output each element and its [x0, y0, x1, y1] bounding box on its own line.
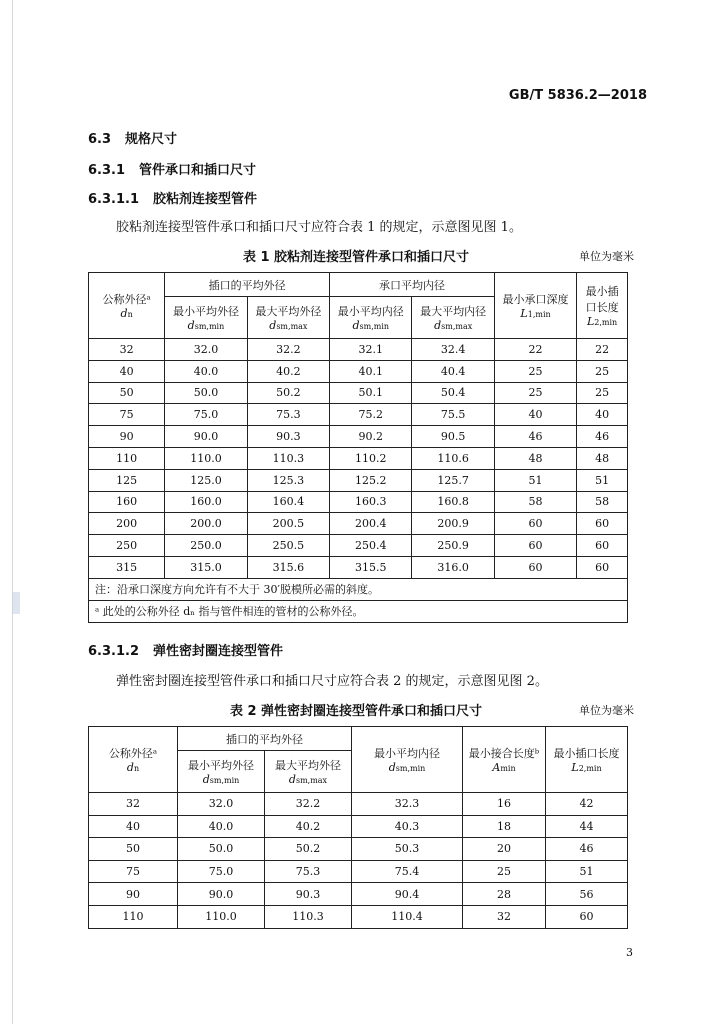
table-cell: 32.4	[412, 339, 494, 361]
table-2	[88, 726, 628, 929]
table-cell: 160.8	[412, 491, 494, 513]
table-cell: 25	[577, 360, 628, 382]
table-cell: 60	[577, 556, 628, 578]
t1-note-2: ᵃ 此处的公称外径 dₙ 指与管件相连的管材的公称外径。	[89, 600, 628, 622]
heading-6-3-1-1: 6.3.1.1 胶粘剂连接型管件	[88, 192, 258, 207]
table-cell: 125	[89, 469, 165, 491]
table-cell: 160.3	[330, 491, 412, 513]
t1-h-min-depth: 最小承口深度 L1,min	[494, 273, 576, 339]
table-cell: 110	[89, 447, 165, 469]
table-row	[89, 815, 628, 838]
table-cell: 315.0	[165, 556, 247, 578]
t2-h-nominal: 公称外径ᵃ dn	[89, 727, 178, 793]
table-cell: 32.3	[352, 793, 463, 816]
table-row	[89, 491, 628, 513]
table-row	[89, 905, 628, 928]
table-cell: 125.0	[165, 469, 247, 491]
table-cell: 90.4	[352, 883, 463, 906]
table-cell: 160.4	[247, 491, 329, 513]
table-cell: 40.3	[352, 815, 463, 838]
table-cell: 51	[494, 469, 576, 491]
table-cell: 40.0	[165, 360, 247, 382]
table-cell: 110	[89, 905, 178, 928]
table-cell: 60	[577, 513, 628, 535]
table-cell: 90.3	[247, 426, 329, 448]
paragraph-1: 胶粘剂连接型管件承口和插口尺寸应符合表 1 的规定，示意图见图 1。	[116, 220, 522, 235]
table-cell: 40.2	[265, 815, 352, 838]
table-cell: 48	[494, 447, 576, 469]
table-cell: 90.3	[265, 883, 352, 906]
t1-h-min-od: 最小平均外径 dsm,min	[165, 297, 247, 339]
t2-h-spigot-group: 插口的平均外径	[178, 727, 352, 751]
table-cell: 51	[546, 860, 628, 883]
table-cell: 32.0	[165, 339, 247, 361]
table-cell: 125.7	[412, 469, 494, 491]
table-cell: 250.0	[165, 535, 247, 557]
scan-mark	[12, 592, 20, 614]
table-row	[89, 404, 628, 426]
table-cell: 46	[494, 426, 576, 448]
t1-h-nominal: 公称外径ᵃ dn	[89, 273, 165, 339]
table-cell: 40	[89, 815, 178, 838]
table2-caption: 表 2 弹性密封圈连接型管件承口和插口尺寸	[229, 704, 483, 719]
t2-h-min-id: 最小平均内径 dsm,min	[352, 727, 463, 793]
table1-body	[89, 339, 628, 579]
table-1	[88, 272, 628, 623]
table-cell: 44	[546, 815, 628, 838]
table-row	[89, 382, 628, 404]
table-cell: 40.2	[247, 360, 329, 382]
table-cell: 32.2	[265, 793, 352, 816]
table-cell: 110.2	[330, 447, 412, 469]
table-cell: 50.2	[247, 382, 329, 404]
paragraph-2: 弹性密封圈连接型管件承口和插口尺寸应符合表 2 的规定，示意图见图 2。	[116, 674, 548, 689]
table-row	[89, 860, 628, 883]
table-cell: 200.4	[330, 513, 412, 535]
table-row	[89, 426, 628, 448]
table-cell: 16	[463, 793, 546, 816]
table-cell: 58	[577, 491, 628, 513]
table-cell: 160.0	[165, 491, 247, 513]
table-cell: 28	[463, 883, 546, 906]
table-cell: 40	[577, 404, 628, 426]
table-cell: 250	[89, 535, 165, 557]
table-cell: 250.5	[247, 535, 329, 557]
table-cell: 51	[577, 469, 628, 491]
table-cell: 110.3	[265, 905, 352, 928]
t1-h-min-id: 最小平均内径 dsm,min	[330, 297, 412, 339]
table-cell: 40.1	[330, 360, 412, 382]
table-cell: 32.0	[178, 793, 265, 816]
table-cell: 60	[546, 905, 628, 928]
table-cell: 25	[577, 382, 628, 404]
table-cell: 42	[546, 793, 628, 816]
t1-h-max-id: 最大平均内径 dsm,max	[412, 297, 494, 339]
table-cell: 90.2	[330, 426, 412, 448]
table-cell: 315.6	[247, 556, 329, 578]
table-cell: 60	[494, 513, 576, 535]
table-cell: 25	[494, 360, 576, 382]
table-row	[89, 447, 628, 469]
t1-h-socket-group: 承口平均内径	[330, 273, 495, 297]
table-cell: 46	[577, 426, 628, 448]
t2-h-max-od: 最大平均外径 dsm,max	[265, 751, 352, 793]
heading-6-3: 6.3 规格尺寸	[88, 132, 178, 147]
table-cell: 46	[546, 838, 628, 861]
table-cell: 32.2	[247, 339, 329, 361]
table-cell: 200	[89, 513, 165, 535]
table-cell: 60	[577, 535, 628, 557]
table-cell: 90	[89, 883, 178, 906]
table-cell: 200.9	[412, 513, 494, 535]
table-cell: 110.0	[178, 905, 265, 928]
table-cell: 250.9	[412, 535, 494, 557]
table-cell: 32	[89, 339, 165, 361]
table-cell: 40.0	[178, 815, 265, 838]
table-cell: 75	[89, 404, 165, 426]
table-cell: 40	[494, 404, 576, 426]
table-cell: 60	[494, 535, 576, 557]
table-cell: 90.5	[412, 426, 494, 448]
t2-h-min-od: 最小平均外径 dsm,min	[178, 751, 265, 793]
table-cell: 125.2	[330, 469, 412, 491]
table-cell: 40.4	[412, 360, 494, 382]
table-cell: 315.5	[330, 556, 412, 578]
table-cell: 90	[89, 426, 165, 448]
table-cell: 58	[494, 491, 576, 513]
table-cell: 20	[463, 838, 546, 861]
table-cell: 50	[89, 838, 178, 861]
table-cell: 50.0	[178, 838, 265, 861]
table-cell: 50.3	[352, 838, 463, 861]
table2-body	[89, 793, 628, 929]
table-cell: 90.0	[178, 883, 265, 906]
table-cell: 50.4	[412, 382, 494, 404]
table-cell: 75.3	[247, 404, 329, 426]
page-number: 3	[626, 946, 633, 959]
t2-h-min-spigot: 最小插口长度 L2,min	[546, 727, 628, 793]
table-cell: 50	[89, 382, 165, 404]
table-cell: 160	[89, 491, 165, 513]
table-cell: 75.5	[412, 404, 494, 426]
table-row	[89, 535, 628, 557]
table-cell: 56	[546, 883, 628, 906]
table-row	[89, 469, 628, 491]
table-cell: 75.2	[330, 404, 412, 426]
table-cell: 75	[89, 860, 178, 883]
table-cell: 110.4	[352, 905, 463, 928]
table1-caption: 表 1 胶粘剂连接型管件承口和插口尺寸	[242, 250, 470, 265]
table-cell: 50.1	[330, 382, 412, 404]
table1-unit: 单位为毫米	[579, 250, 634, 263]
table-cell: 50.0	[165, 382, 247, 404]
table-cell: 75.4	[352, 860, 463, 883]
table-cell: 75.0	[178, 860, 265, 883]
t1-h-min-spigot: 最小插 口长度 L2,min	[577, 273, 628, 339]
table-row	[89, 339, 628, 361]
t1-h-max-od: 最大平均外径 dsm,max	[247, 297, 329, 339]
table-cell: 18	[463, 815, 546, 838]
table-row	[89, 513, 628, 535]
table-cell: 75.0	[165, 404, 247, 426]
table-cell: 315	[89, 556, 165, 578]
t1-h-spigot-group: 插口的平均外径	[165, 273, 330, 297]
table-cell: 25	[494, 382, 576, 404]
table-row	[89, 883, 628, 906]
table-row	[89, 556, 628, 578]
table-row	[89, 838, 628, 861]
heading-6-3-1-2: 6.3.1.2 弹性密封圈连接型管件	[88, 644, 284, 659]
table-cell: 60	[494, 556, 576, 578]
heading-6-3-1: 6.3.1 管件承口和插口尺寸	[88, 163, 257, 178]
table-cell: 22	[577, 339, 628, 361]
table-cell: 40	[89, 360, 165, 382]
table-cell: 22	[494, 339, 576, 361]
table-cell: 25	[463, 860, 546, 883]
table-cell: 32	[89, 793, 178, 816]
t1-note-1: 注：沿承口深度方向允许有不大于 30′脱模所必需的斜度。	[89, 578, 628, 600]
table-cell: 32.1	[330, 339, 412, 361]
table-cell: 200.5	[247, 513, 329, 535]
table-cell: 110.0	[165, 447, 247, 469]
table-row	[89, 793, 628, 816]
table-cell: 75.3	[265, 860, 352, 883]
table-cell: 125.3	[247, 469, 329, 491]
table-cell: 250.4	[330, 535, 412, 557]
table-cell: 316.0	[412, 556, 494, 578]
table-cell: 110.3	[247, 447, 329, 469]
table-cell: 90.0	[165, 426, 247, 448]
table-row	[89, 360, 628, 382]
table-cell: 50.2	[265, 838, 352, 861]
table2-unit: 单位为毫米	[579, 704, 634, 717]
table-cell: 110.6	[412, 447, 494, 469]
t2-h-min-joint: 最小接合长度ᵇ Amin	[463, 727, 546, 793]
standard-number: GB/T 5836.2—2018	[508, 88, 647, 103]
table-cell: 32	[463, 905, 546, 928]
table-cell: 200.0	[165, 513, 247, 535]
table-cell: 48	[577, 447, 628, 469]
